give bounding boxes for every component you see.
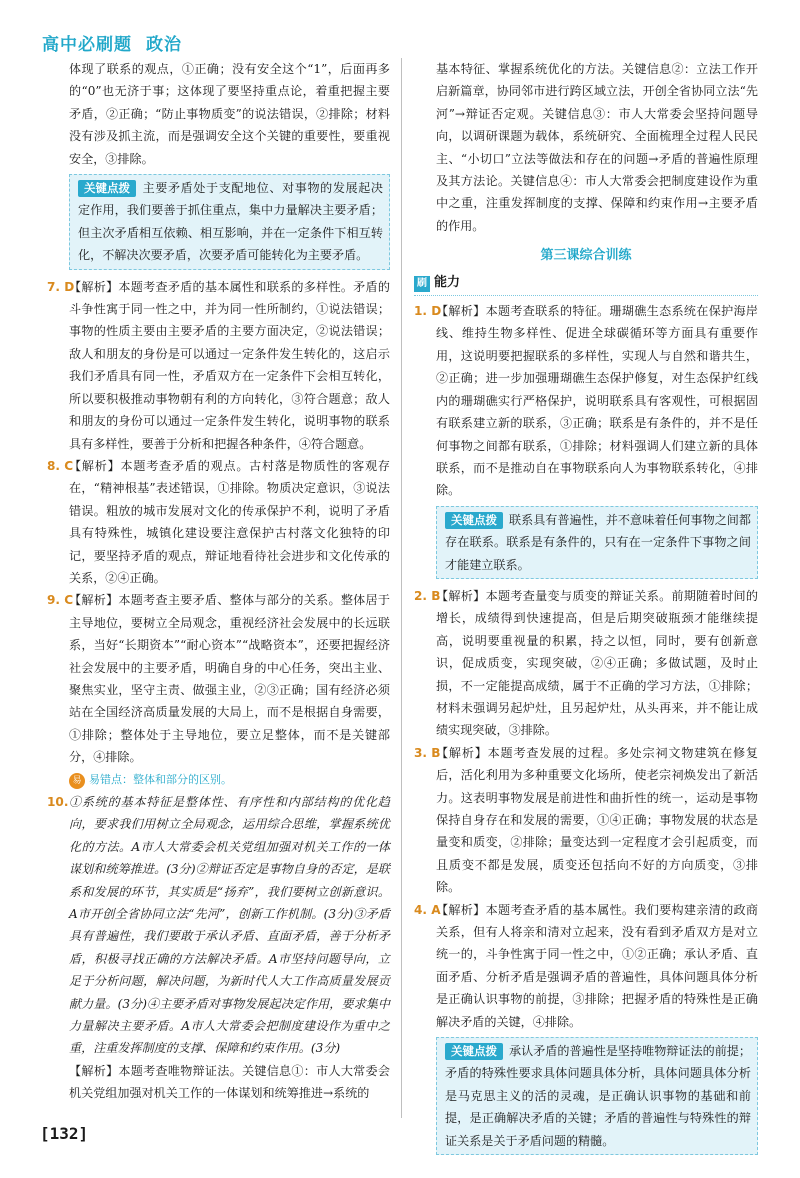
error-tip [69,769,390,791]
subject-title: 政治 [146,35,182,55]
key-tip-box [69,174,390,270]
key-tip-box-2 [436,506,758,579]
brush-icon: 刷 [414,276,430,292]
answer-9 [47,589,390,768]
answer-4 [414,899,758,1033]
ability-heading [414,272,758,296]
answer-2 [414,585,758,742]
answer-7-number: 7. D [47,279,75,294]
answer-8 [47,455,390,589]
key-tip-tag: 关键点拨 [78,180,136,197]
warning-icon: 易 [69,773,85,789]
answer-3-number: 3. B [414,745,441,760]
answer-8-text: 【解析】本题考查矛盾的观点。古村落是物质性的客观存在，“精神根基”表述错误，①排除。物质决定意识，③说法错误。粗放的城市发展对文化的传承保护不利，说明了矛盾具有特殊性，城镇化建设要注意保护古村落文化独特的印记，要坚持矛盾的观点，辩证地看待社会进步和文化传承的关系，②④正确。 [69,458,390,585]
key-tip-tag-2: 关键点拨 [445,512,503,529]
left-column [47,58,390,1105]
section-title: 第三课综合训练 [540,248,632,264]
answer-1-text: 【解析】本题考查联系的特征。珊瑚礁生态系统在保护海岸线、维持生物多样性、促进全球碳循环等方面具有重要作用，这说明要把握联系的多样性，实现人与自然和谐共生，②正确；进一步加强珊瑚礁生态保护修复，对生态保护红线内的珊瑚礁实行严格保护，说明联系具有客观性，可根据固有联系建立新的联系，③正确；联系是有条件的，并不是任何事物之间都有联系，①排除；材料强调人们建立新的具体联系，而不是推动自在事物联系向人为事物联系转化，④排除。 [436,304,758,498]
continued-analysis-right: 基本特征、掌握系统优化的方法。关键信息②：立法工作开启新篇章，协同邻市进行跨区域立法，开创全省协同立法“先河”→辩证否定观。关键信息③：市人大常委会坚持问题导向，以调研课题为载体，系统研究、全面梳理全过程人民民主、“小切口”立法等做法和存在的问题→矛盾的普遍性原理及其方法论。关键信息④：市人大常委会把制度建设作为重中之重，注重发挥制度的支撑、保障和约束作用→主要矛盾的作用。 [436,62,758,233]
answer-10-text: ①系统的基本特征是整体性、有序性和内部结构的优化趋向，要求我们用树立全局观念，运用综合思维，掌握系统优化的方法。A市人大常委会机关党组加强对机关工作的一体谋划和统筹推进。(3分)②辩证否定是事物自身的否定，是联系和发展的环节，其实质是“扬弃”，我们要树立创新意识。A市开创全省协同立法“先河”，创新工作机制。(3分)③矛盾具有普遍性，我们要敢于承认矛盾、直面矛盾，善于分析矛盾，积极寻找正确的方法解决矛盾。A市坚持问题导向，立足于分析问题，解决问题，为新时代人大工作高质量发展贡献力量。(3分)④主要矛盾对事物发展起决定作用，要求集中力量解决主要矛盾。A市人大常委会把制度建设作为重中之重，注重发挥制度的支撑、保障和约束作用。(3分) [69,795,390,1056]
answer-4-text: 【解析】本题考查矛盾的基本属性。我们要构建亲清的政商关系，但有人将亲和清对立起来，没有看到矛盾双方是对立统一的，斗争性寓于同一性之中，①②正确；承认矛盾、直面矛盾、分析矛盾是强调矛盾的普遍性，具体问题具体分析是正确认识事物的前提，③排除；把握矛盾的特殊性是正确解决矛盾的关键，④排除。 [436,902,758,1029]
key-tip-tag-3: 关键点拨 [445,1043,503,1060]
answer-1-number: 1. D [414,304,442,319]
answer-10-number: 10. [47,795,69,809]
answer-4-number: 4. A [414,902,441,917]
answer-9-text: 【解析】本题考查主要矛盾、整体与部分的关系。整体居于主导地位，要树立全局观念，重视经济社会发展中的长远联系，当好“长期资本”“耐心资本”“战略资本”，还要把握经济社会发展中的主要矛盾，明确自身的中心任务，突出主业、聚焦实业，坚守主责、做强主业，②③正确；国有经济必须站在全国经济高质量发展的大局上，而不是根据自身需要，①排除；整体处于主导地位，要立足整体，而不是关键部分，④排除。 [69,593,390,765]
answer-9-number: 9. C [47,593,74,608]
continued-analysis: 体现了联系的观点，①正确；没有安全这个“1”，后面再多的“0”也无济于事；这体现了要坚持重点论，着重把握主要矛盾，②正确；“防止事物质变”的说法错误，②排除；材料没有涉及抓主流，而是强调安全这个关键的重要性，要重视安全，③排除。 [69,62,390,166]
answer-10-analysis: 【解析】本题考查唯物辩证法。关键信息①：市人大常委会机关党组加强对机关工作的一体谋划和统筹推进→系统的 [69,1063,390,1101]
answer-2-number: 2. B [414,588,441,603]
right-column [414,58,758,1161]
error-tip-text: 易错点：整体和部分的区别。 [89,772,232,786]
answer-1 [414,300,758,502]
answer-7-text: 【解析】本题考查矛盾的基本属性和联系的多样性。矛盾的斗争性寓于同一性之中，并为同一性所制约，①说法错误；事物的性质主要由主要矛盾的主要方面决定，②说法错误；敌人和朋友的身份是可以通过一定条件发生转化的，这启示我们矛盾具有同一性，矛盾双方在一定条件下会相互转化，所以要积极推动事物朝有利的方向转化，③符合题意；敌人和朋友的身份可以通过一定条件发生转化，说明事物的联系具有多样性，要善于分析和把握各种条件，④符合题意。 [69,279,390,451]
answer-3-text: 【解析】本题考查发展的过程。多处宗祠文物建筑在修复后，活化利用为多种重要文化场所，使老宗祠焕发出了新活力。这表明事物发展是前进性和曲折性的统一，运动是事物保持自身存在和发展的需要，①④正确；事物发展的状态是量变和质变，②排除；量变达到一定程度才会引起质变，而且质变不都是发展，质变还包括向不好的方向质变，③排除。 [436,745,758,895]
answer-10 [47,791,390,1060]
column-divider [401,58,402,1118]
answer-2-text: 【解析】本题考查量变与质变的辩证关系。前期随着时间的增长，成绩得到快速提高，但是后期突破瓶颈才能继续提高，说明要重视量的积累，持之以恒，同时，要有创新意识，促成质变，实现突破，②④正确；多做试题，及时止损，不一定能提高成绩，属于不正确的学习方法，①排除；材料未强调另起炉灶，且另起炉灶，从头再来，并不能让成绩实现突破，③排除。 [436,588,758,738]
book-title: 高中必刷题 [42,35,132,55]
answer-7 [47,276,390,455]
key-tip-text-3: 承认矛盾的普遍性是坚持唯物辩证法的前提；矛盾的特殊性要求具体问题具体分析，具体问题具体分析是马克思主义的活的灵魂，是正确认识事物的基础和前提，是正确解决矛盾的关键；矛盾的普遍性与特殊性的辩证关系是关于矛盾问题的精髓。 [445,1044,751,1148]
answer-3 [414,742,758,899]
key-tip-text: 主要矛盾处于支配地位、对事物的发展起决定作用，我们要善于抓住重点，集中力量解决主要矛盾；但主次矛盾相互依赖、相互影响，并在一定条件下相互转化，不解决次要矛盾，次要矛盾可能转化为主要矛盾。 [78,181,383,263]
page-number: [132] [40,1124,89,1143]
answer-8-number: 8. C [47,458,74,473]
key-tip-box-3 [436,1037,758,1155]
key-tip-text-2: 联系具有普遍性，并不意味着任何事物之间都存在联系。联系是有条件的，只有在一定条件下事物之间才能建立联系。 [445,512,751,572]
ability-label: 能力 [434,274,461,290]
